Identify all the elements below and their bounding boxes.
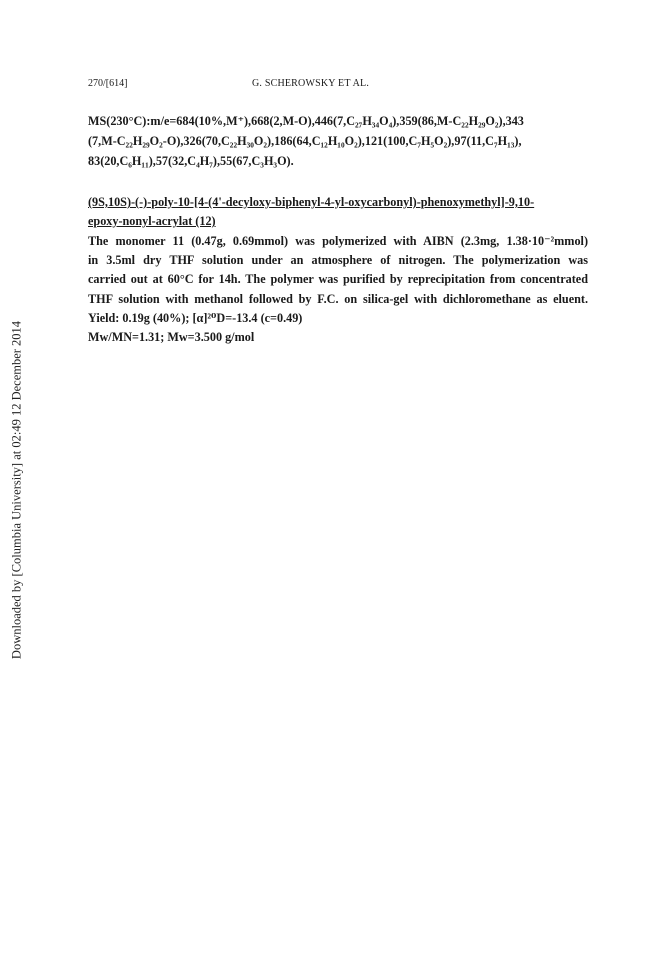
procedure-line: THF solution with methanol followed by F.C. on silica-gel with dichloromethane as eluent.: [88, 291, 588, 306]
running-title: G. SCHEROWSKY ET AL.: [252, 78, 370, 89]
molecular-weight-line: Mw/MN=1.31; Mw=3.500 g/mol: [88, 330, 255, 345]
download-sidebar: [6, 0, 28, 960]
procedure-line: The monomer 11 (0.47g, 0.69mmol) was polymerized with AIBN (2.3mg, 1.38·10⁻²mmol): [88, 234, 588, 248]
procedure-line: carried out at 60°C for 14h. The polymer was purified by reprecipitation from concentrated: [88, 272, 588, 287]
ms-line: MS(230°C):m/e=684(10%,M⁺),668(2,M-O),446(7,C₂₇H₃₄O₄),359(86,M-C₂₂H₂₉O₂),343: [88, 114, 524, 128]
mass-spectrum-data: [88, 111, 588, 171]
ms-line: (7,M-C₂₂H₂₉O₂-O),326(70,C₂₂H₃₀O₂),186(64,C₁₂H₁₀O₂),121(100,C₇H₅O₂),97(11,C₇H₁₃),: [88, 134, 522, 148]
ms-line: 83(20,C₆H₁₁),57(32,C₄H₇),55(67,C₃H₃O).: [88, 154, 294, 168]
download-note: Downloaded by [Columbia University] at 02:49 12 December 2014: [9, 320, 24, 660]
procedure-paragraph: [88, 232, 588, 347]
page-header: [88, 78, 586, 94]
page-number: 270/[614]: [88, 78, 128, 89]
compound-name-line: epoxy-nonyl-acrylat (12): [88, 214, 216, 228]
procedure-line: in 3.5ml dry THF solution under an atmosphere of nitrogen. The polymerization was: [88, 253, 588, 268]
yield-line: Yield: 0.19g (40%); [α]²⁰D=-13.4 (c=0.49): [88, 310, 303, 325]
compound-name-line: (9S,10S)-(-)-poly-10-[4-(4'-decyloxy-biphenyl-4-yl-oxycarbonyl)-phenoxymethyl]-9,10-: [88, 195, 535, 209]
compound-heading: [88, 193, 588, 231]
